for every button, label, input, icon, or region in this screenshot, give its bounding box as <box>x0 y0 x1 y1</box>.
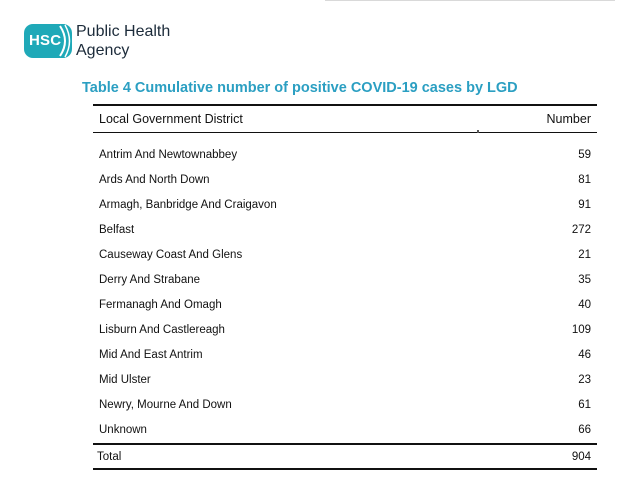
number-cell: 61 <box>578 398 591 411</box>
table-row <box>93 167 597 192</box>
table-row <box>93 392 597 417</box>
district-cell: Unknown <box>99 423 147 436</box>
district-cell: Mid And East Antrim <box>99 348 203 361</box>
logo-swoosh-icon <box>24 24 72 58</box>
table-row <box>93 242 597 267</box>
number-cell: 272 <box>571 223 591 236</box>
table-row <box>93 367 597 392</box>
district-cell: Causeway Coast And Glens <box>99 248 243 261</box>
district-cell: Antrim And Newtownabbey <box>99 148 238 161</box>
table-row <box>93 292 597 317</box>
table-title: Table 4 Cumulative number of positive COVID-19 cases by LGD <box>82 80 518 96</box>
org-name-line1: Public Health <box>76 23 171 40</box>
table-row <box>93 417 597 442</box>
table-row <box>93 192 597 217</box>
column-header-district: Local Government District <box>99 112 243 126</box>
district-cell: Lisburn And Castlereagh <box>99 323 225 336</box>
rule-mark <box>477 130 479 133</box>
hsc-logo <box>24 22 170 60</box>
district-cell: Mid Ulster <box>99 373 151 386</box>
covid-cases-table <box>93 104 597 470</box>
district-cell: Derry And Strabane <box>99 273 201 286</box>
table-row <box>93 217 597 242</box>
number-cell: 66 <box>578 423 591 436</box>
district-cell: Armagh, Banbridge And Craigavon <box>99 198 277 211</box>
district-cell: Belfast <box>99 223 135 236</box>
number-cell: 91 <box>578 198 591 211</box>
number-cell: 40 <box>578 298 591 311</box>
district-cell: Ards And North Down <box>99 173 210 186</box>
number-cell: 59 <box>578 148 591 161</box>
number-cell: 23 <box>578 373 591 386</box>
number-cell: 46 <box>578 348 591 361</box>
number-cell: 21 <box>578 248 591 261</box>
top-divider <box>325 0 615 1</box>
number-cell: 35 <box>578 273 591 286</box>
table-body <box>93 133 597 442</box>
table-header-row <box>93 106 597 132</box>
district-cell: Newry, Mourne And Down <box>99 398 232 411</box>
number-cell: 81 <box>578 173 591 186</box>
org-name <box>76 22 170 60</box>
table-row <box>93 267 597 292</box>
total-label: Total <box>97 450 122 463</box>
number-cell: 109 <box>571 323 591 336</box>
column-header-number: Number <box>546 112 591 126</box>
table-row <box>93 317 597 342</box>
table-row <box>93 142 597 167</box>
hsc-logo-badge-text: HSC <box>29 32 62 49</box>
table-row <box>93 342 597 367</box>
total-value: 904 <box>571 450 591 463</box>
district-cell: Fermanagh And Omagh <box>99 298 222 311</box>
table-total-row <box>93 445 597 468</box>
table-bottom-rule <box>93 468 597 470</box>
hsc-logo-badge <box>24 24 72 58</box>
org-name-line2: Agency <box>76 42 130 59</box>
